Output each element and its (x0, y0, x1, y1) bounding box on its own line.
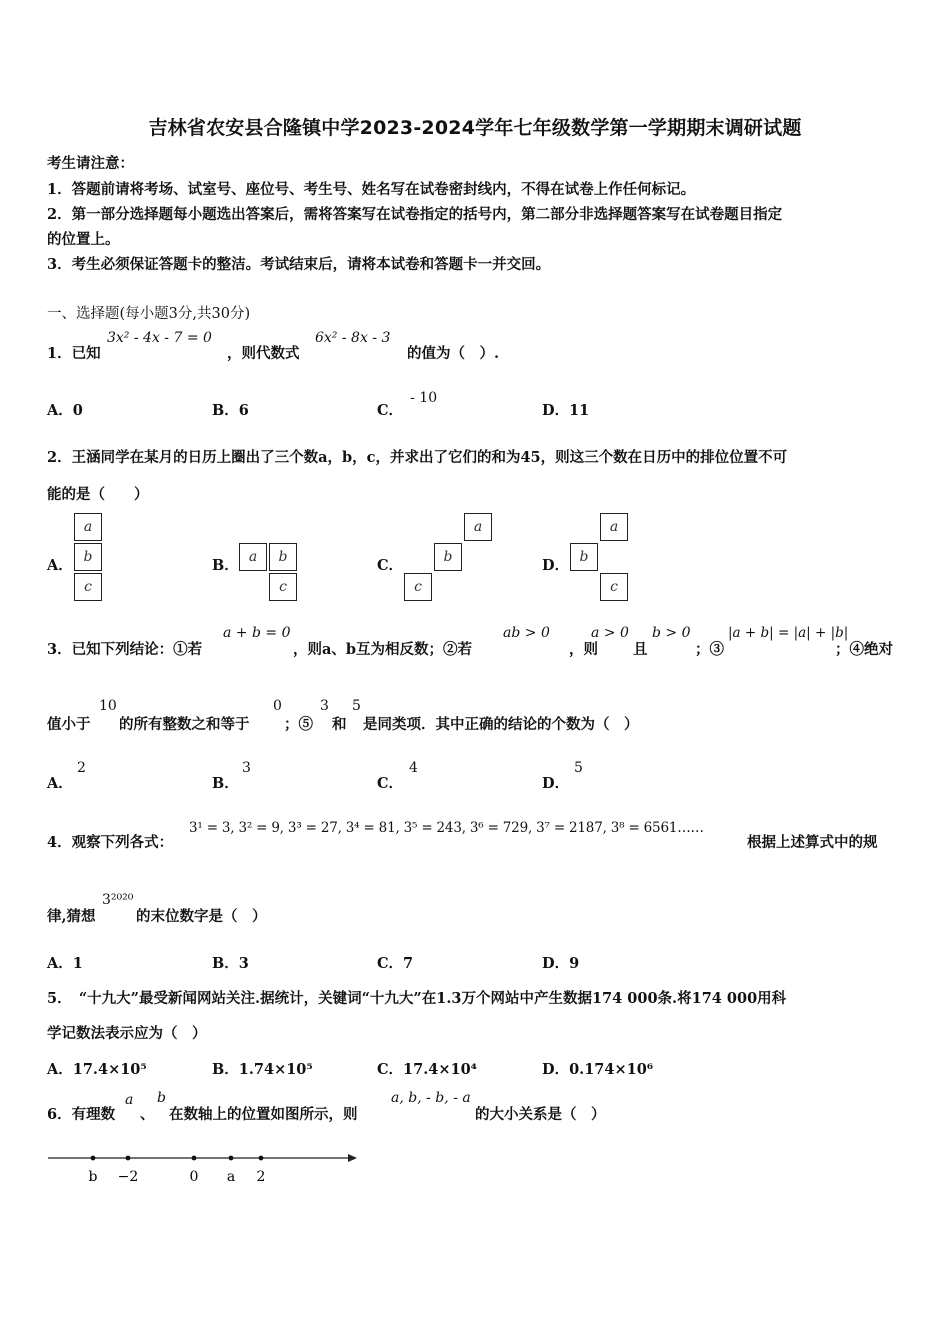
notice-item: 2．第一部分选择题每小题选出答案后，需将答案写在试卷指定的括号内，第二部分非选择题答案写在试卷题目指定 (47, 206, 783, 223)
q1-expression: 6x² - 8x - 3 (315, 330, 391, 346)
q5-option-b[interactable]: B．1.74×10⁵ (212, 1061, 313, 1078)
q4-line1: 4．观察下列各式： 3¹ = 3, 3² = 9, 3³ = 27, 3⁴ = 81, 3⁵ = 243, 3⁶ = 729, 3⁷ = 2187, 3⁸ = 6561…… 根据上述算式中的规 (47, 820, 878, 851)
q5-line1: 5． “十九大”最受新闻网站关注.据统计，关键词“十九大”在1.3万个网站中产生数据174 000条.将174 000用科 (47, 990, 787, 1007)
point-b (91, 1156, 96, 1161)
q3-line2: 值小于 10 的所有整数之和等于 0 ；⑤ 3 和 5 是同类项．其中正确的结论的个数为（ ） (47, 698, 639, 733)
calendar-cell-a: a (239, 543, 267, 571)
calendar-cell-b: b (269, 543, 297, 571)
notice-heading: 考生请注意： (47, 155, 134, 172)
q5-option-a[interactable]: A．17.4×10⁵ (47, 1061, 147, 1078)
calendar-cell-c: c (404, 573, 432, 601)
q1-option-c-label: C． (377, 402, 404, 419)
q2-option-d-label[interactable]: D． (542, 557, 570, 574)
point-a (229, 1156, 234, 1161)
point-neg2 (126, 1156, 131, 1161)
q2-option-b-label[interactable]: B． (212, 557, 239, 574)
q2-line2: 能的是（ ） (47, 486, 149, 503)
q1-option-b[interactable]: B．6 (212, 402, 249, 419)
page-title: 吉林省农安县合隆镇中学2023-2024学年七年级数学第一学期期末调研试题 (148, 117, 802, 139)
calendar-cell-a: a (600, 513, 628, 541)
q4-option-c[interactable]: C．7 (377, 955, 414, 972)
q5-line2: 学记数法表示应为（ ） (47, 1025, 207, 1042)
q1-post: 的值为（ ）. (407, 345, 500, 362)
point-0 (192, 1156, 197, 1161)
q1-pre: 1．已知 (47, 345, 101, 362)
axis-label-0: 0 (189, 1169, 199, 1185)
number-line (44, 1148, 364, 1188)
calendar-cell-a: a (74, 513, 102, 541)
q1-option-c-value: - 10 (410, 390, 438, 406)
calendar-cell-b: b (434, 543, 462, 571)
calendar-cell-c: c (600, 573, 628, 601)
q1-option-a[interactable]: A．0 (47, 402, 83, 419)
axis-label-b: b (88, 1169, 98, 1185)
q4-option-b[interactable]: B．3 (212, 955, 249, 972)
q4-formula: 3¹ = 3, 3² = 9, 3³ = 27, 3⁴ = 81, 3⁵ = 243, 3⁶ = 729, 3⁷ = 2187, 3⁸ = 6561…… (189, 820, 704, 836)
section-heading: 一、选择题(每小题3分,共30分) (47, 306, 251, 322)
notice-item: 3．考生必须保证答题卡的整洁。考试结束后，请将本试卷和答题卡一并交回。 (47, 256, 551, 273)
q5-option-c[interactable]: C．17.4×10⁴ (377, 1061, 478, 1078)
calendar-cell-c: c (269, 573, 297, 601)
q4-option-a[interactable]: A．1 (47, 955, 83, 972)
q1-equation: 3x² - 4x - 7 = 0 (107, 330, 212, 346)
q5-option-d[interactable]: D．0.174×10⁶ (542, 1061, 654, 1078)
axis-arrow-icon (348, 1154, 357, 1162)
q1-mid: ，则代数式 (227, 345, 300, 362)
point-2 (259, 1156, 264, 1161)
q1-option-c[interactable] (377, 390, 438, 420)
q1-option-d[interactable]: D．11 (542, 402, 590, 419)
q4-power: 3²⁰²⁰ (102, 892, 134, 908)
q2-option-c-label[interactable]: C． (377, 557, 404, 574)
q6-line: 6．有理数 a 、 b 在数轴上的位置如图所示，则 a, b, - b, - a 的大小关系是（ ） (47, 1090, 606, 1123)
calendar-cell-b: b (74, 543, 102, 571)
axis-label-2: 2 (256, 1169, 266, 1185)
calendar-cell-b: b (570, 543, 598, 571)
q4-option-d[interactable]: D．9 (542, 955, 580, 972)
calendar-cell-a: a (464, 513, 492, 541)
q3-line1: 3．已知下列结论：①若 a + b = 0 ，则a、b互为相反数；②若 ab > 0 ，则 a > 0 且 b > 0 ；③ |a + b| = |a| + |b| ；④绝对 (47, 625, 893, 658)
notice-item: 的位置上。 (47, 231, 120, 248)
axis-label-a: a (226, 1169, 236, 1185)
axis-label-neg2: −2 (117, 1169, 139, 1185)
calendar-cell-c: c (74, 573, 102, 601)
q2-option-a-label[interactable]: A． (47, 557, 73, 574)
q2-line1: 2．王涵同学在某月的日历上圈出了三个数a，b，c，并求出了它们的和为45，则这三个数在日历中的排位位置不可 (47, 449, 788, 466)
notice-item: 1．答题前请将考场、试室号、座位号、考生号、姓名写在试卷密封线内，不得在试卷上作任何标记。 (47, 181, 696, 198)
